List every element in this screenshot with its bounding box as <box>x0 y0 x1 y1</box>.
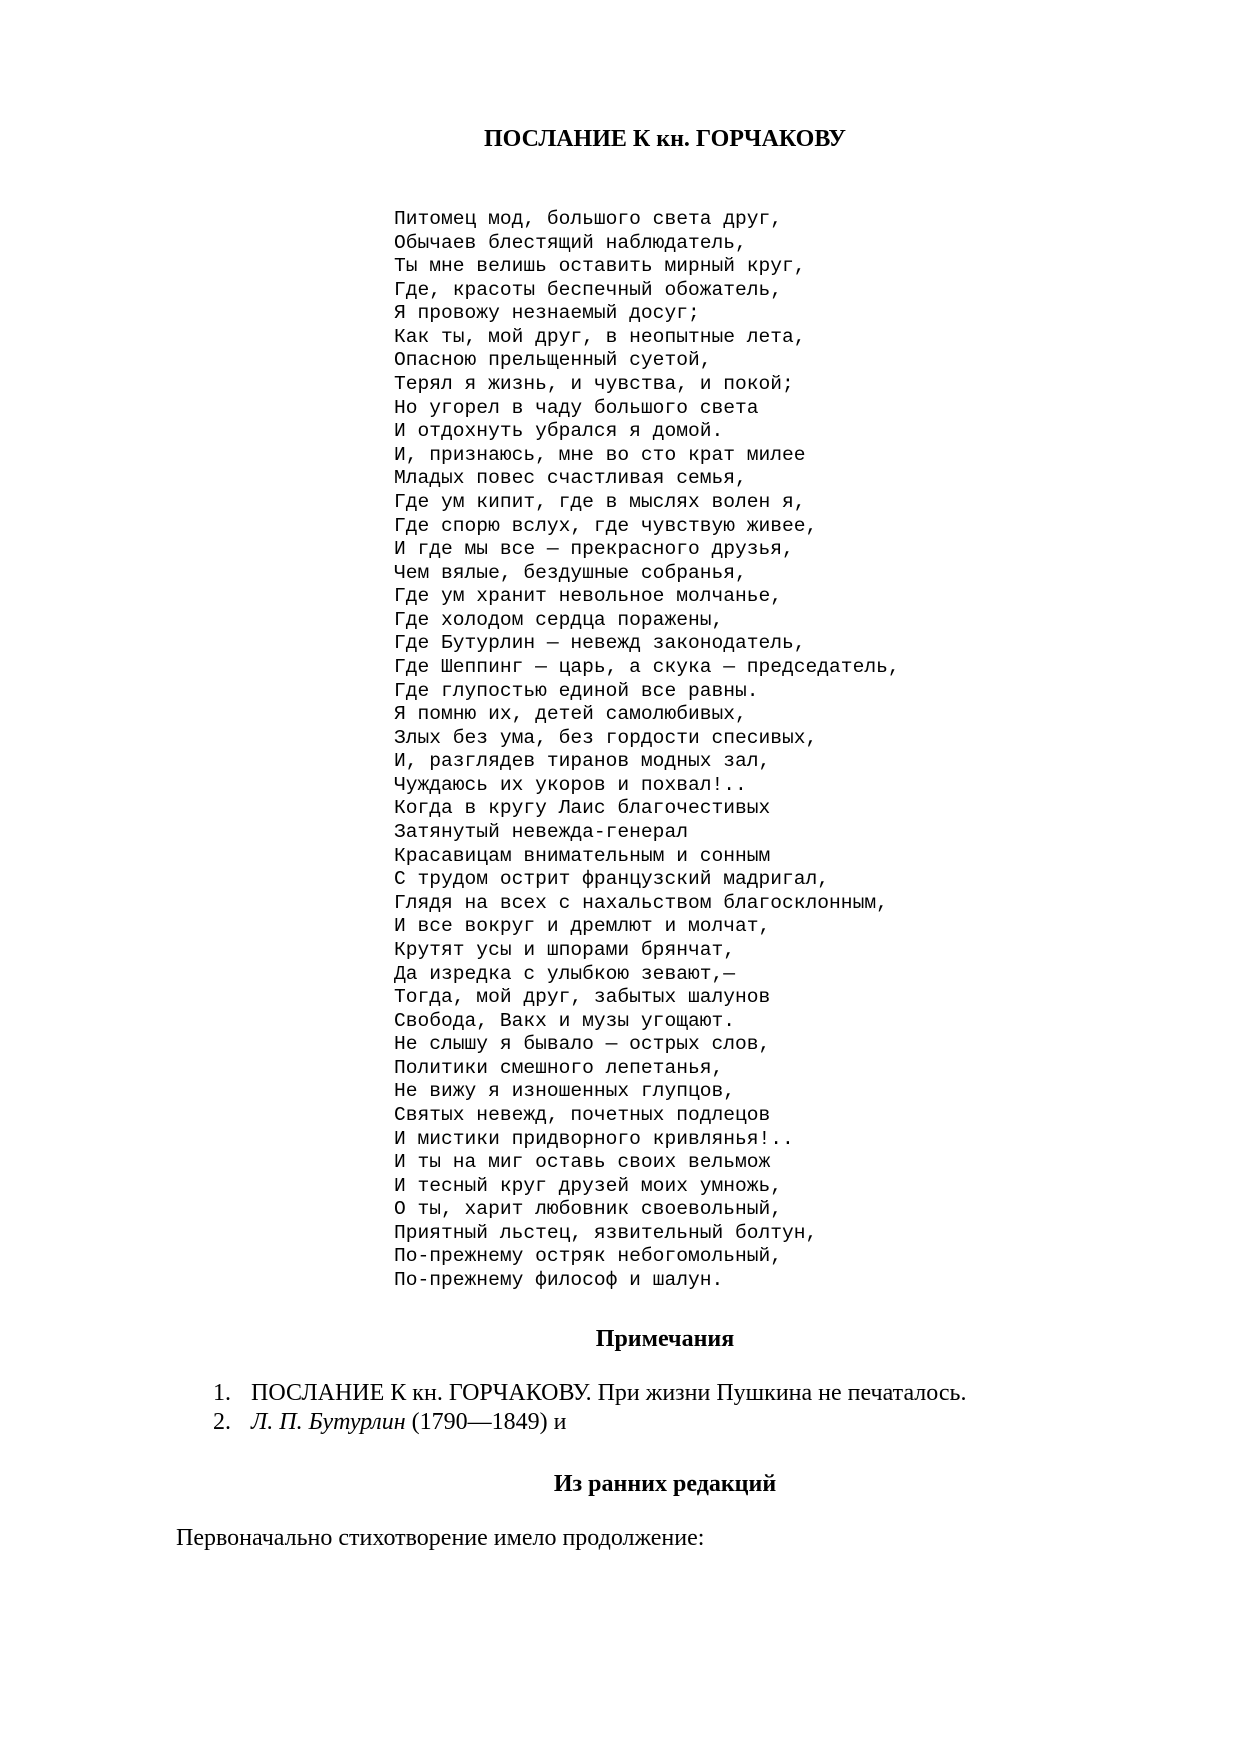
notes-list <box>213 1379 966 1437</box>
poem-line: С трудом острит французский мадригал, <box>394 868 830 891</box>
poem-line: Но угорел в чаду большого света <box>394 396 759 419</box>
poem-line: Питомец мод, большого света друг, <box>394 208 783 230</box>
page-title: ПОСЛАНИЕ К кн. ГОРЧАКОВУ <box>483 126 847 152</box>
poem-line: Терял я жизнь, и чувства, и покой; <box>394 373 794 396</box>
note-number: 2. <box>213 1409 231 1435</box>
poem-line: И где мы все — прекрасного друзья, <box>394 538 794 561</box>
note-body: ПОСЛАНИЕ К кн. ГОРЧАКОВУ. При жизни Пушкина не печаталось. <box>251 1380 967 1406</box>
poem-line: Когда в кругу Лаис благочестивых <box>394 797 771 820</box>
poem-line: Обычаев блестящий наблюдатель, <box>394 231 747 254</box>
poem-line: И, признаюсь, мне во сто крат милее <box>394 443 806 466</box>
poem-line: Где ум хранит невольное молчанье, <box>394 585 783 608</box>
note-text <box>251 1379 966 1408</box>
poem-line: Где, красоты беспечный обожатель, <box>394 278 783 301</box>
early-editions-intro: Первоначально стихотворение имело продолжение: <box>176 1525 705 1551</box>
poem-line: По-прежнему философ и шалун. <box>394 1269 724 1292</box>
poem-line: Чуждаюсь их укоров и похвал!.. <box>394 773 747 796</box>
poem-text <box>394 208 900 1293</box>
poem-line: И, разглядев тиранов модных зал, <box>394 750 771 773</box>
poem-line: И отдохнуть убрался я домой. <box>394 420 724 443</box>
poem-line: Свобода, Вакх и музы угощают. <box>394 1009 735 1032</box>
poem-line: О ты, харит любовник своевольный, <box>394 1198 783 1221</box>
poem-line: Глядя на всех с нахальством благосклонным, <box>394 891 888 914</box>
note-item <box>213 1379 966 1408</box>
poem-line: Я помню их, детей самолюбивых, <box>394 703 747 726</box>
note-body: (1790—1849) и <box>405 1409 567 1435</box>
poem-line: Злых без ума, без гордости спесивых, <box>394 726 818 749</box>
poem-line: Святых невежд, почетных подлецов <box>394 1103 771 1126</box>
poem-line: Я провожу незнаемый досуг; <box>394 302 700 325</box>
poem-line: И тесный круг друзей моих умножь, <box>394 1174 783 1197</box>
poem-line: И ты на миг оставь своих вельмож <box>394 1151 771 1174</box>
poem-line: Затянутый невежда-генерал <box>394 821 688 844</box>
note-text <box>251 1408 566 1437</box>
note-item <box>213 1408 966 1437</box>
poem-line: Где спорю вслух, где чувствую живее, <box>394 514 818 537</box>
poem-line: Да изредка с улыбкою зевают,— <box>394 962 735 985</box>
poem-line: И мистики придворного кривлянья!.. <box>394 1127 794 1150</box>
poem-line: Красавицам внимательным и сонным <box>394 844 771 867</box>
note-number: 1. <box>213 1380 231 1406</box>
poem-line: Где глупостью единой все равны. <box>394 679 759 702</box>
poem-line: По-прежнему остряк небогомольный, <box>394 1245 783 1268</box>
notes-heading: Примечания <box>595 1326 735 1352</box>
early-editions-heading: Из ранних редакций <box>553 1471 777 1497</box>
poem-line: Политики смешного лепетанья, <box>394 1056 724 1079</box>
poem-line: Крутят усы и шпорами брянчат, <box>394 938 735 961</box>
poem-line: Ты мне велишь оставить мирный круг, <box>394 255 806 278</box>
poem-line: Где ум кипит, где в мыслях волен я, <box>394 490 806 513</box>
poem-line: Не вижу я изношенных глупцов, <box>394 1080 735 1103</box>
note-italic-name: Л. П. Бутурлин <box>251 1409 406 1435</box>
poem-line: Не слышу я бывало — острых слов, <box>394 1033 771 1056</box>
poem-line: Приятный льстец, язвительный болтун, <box>394 1221 818 1244</box>
poem-line: Где Бутурлин — невежд законодатель, <box>394 632 806 655</box>
poem-line: Младых повес счастливая семья, <box>394 467 747 490</box>
poem-line: Где холодом сердца поражены, <box>394 608 724 631</box>
poem-line: Тогда, мой друг, забытых шалунов <box>394 986 771 1009</box>
poem-line: Опасною прельщенный суетой, <box>394 349 712 372</box>
poem-line: И все вокруг и дремлют и молчат, <box>394 915 771 938</box>
poem-line: Где Шеппинг — царь, а скука — председатель, <box>394 655 900 678</box>
poem-line: Как ты, мой друг, в неопытные лета, <box>394 325 806 348</box>
poem-line: Чем вялые, бездушные собранья, <box>394 561 747 584</box>
